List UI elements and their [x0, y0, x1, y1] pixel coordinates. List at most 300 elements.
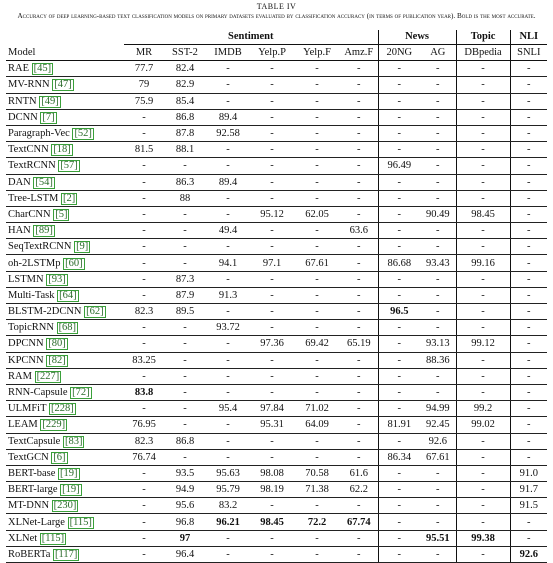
- table-row: [6, 514, 547, 530]
- value-cell: 98.45: [456, 206, 510, 222]
- value-cell: 99.16: [456, 255, 510, 271]
- value-cell: -: [294, 93, 340, 109]
- value-cell: -: [250, 174, 294, 190]
- table-row: [6, 93, 547, 109]
- citation-link[interactable]: [18]: [53, 144, 71, 156]
- table-row: [6, 336, 547, 352]
- model-cell: [6, 498, 124, 514]
- value-cell: -: [510, 449, 547, 465]
- citation-link[interactable]: [57]: [60, 160, 78, 172]
- table-row: [6, 190, 547, 206]
- value-cell: -: [206, 206, 250, 222]
- value-cell: 94.99: [420, 401, 456, 417]
- value-cell: -: [420, 498, 456, 514]
- value-cell: -: [456, 433, 510, 449]
- value-cell: -: [250, 530, 294, 546]
- value-cell: -: [294, 304, 340, 320]
- value-cell: 70.58: [294, 465, 340, 481]
- value-cell: 81.5: [124, 142, 164, 158]
- model-cell: [6, 368, 124, 384]
- value-cell: 98.19: [250, 482, 294, 498]
- paper-page: [0, 2, 553, 560]
- table-body: [6, 61, 547, 563]
- value-cell: 62.05: [294, 206, 340, 222]
- value-cell: -: [420, 304, 456, 320]
- value-cell: -: [340, 271, 378, 287]
- value-cell: 63.6: [340, 223, 378, 239]
- value-cell: -: [340, 174, 378, 190]
- table-row: [6, 304, 547, 320]
- value-cell: -: [510, 287, 547, 303]
- value-cell: -: [456, 384, 510, 400]
- model-name: BERT-base: [8, 467, 56, 479]
- value-cell: -: [250, 223, 294, 239]
- citation-link[interactable]: [117]: [55, 548, 78, 560]
- value-cell: 76.95: [124, 417, 164, 433]
- citation-link[interactable]: [47]: [54, 79, 72, 91]
- value-cell: -: [378, 93, 420, 109]
- value-cell: -: [340, 417, 378, 433]
- value-cell: 86.34: [378, 449, 420, 465]
- value-cell: -: [294, 223, 340, 239]
- value-cell: -: [456, 77, 510, 93]
- value-cell: 98.45: [250, 514, 294, 530]
- value-cell: 95.6: [164, 498, 206, 514]
- value-cell: -: [510, 417, 547, 433]
- value-cell: 94.9: [164, 482, 206, 498]
- value-cell: 91.0: [510, 465, 547, 481]
- value-cell: 83.2: [206, 498, 250, 514]
- model-cell: [6, 61, 124, 77]
- value-cell: 83.8: [124, 384, 164, 400]
- value-cell: -: [456, 190, 510, 206]
- group-header-sentiment: Sentiment: [124, 30, 378, 45]
- value-cell: -: [510, 514, 547, 530]
- value-cell: -: [340, 352, 378, 368]
- value-cell: -: [206, 336, 250, 352]
- value-cell: -: [420, 546, 456, 562]
- citation-link[interactable]: [49]: [41, 95, 59, 107]
- value-cell: 88.1: [164, 142, 206, 158]
- column-header-ag: AG: [420, 45, 456, 61]
- citation-link[interactable]: [93]: [48, 273, 66, 285]
- model-cell: [6, 433, 124, 449]
- citation-link[interactable]: [5]: [55, 208, 68, 220]
- value-cell: -: [340, 142, 378, 158]
- value-cell: -: [250, 287, 294, 303]
- table-row: [6, 158, 547, 174]
- value-cell: -: [294, 158, 340, 174]
- value-cell: 96.4: [164, 546, 206, 562]
- citation-link[interactable]: [45]: [33, 63, 52, 75]
- value-cell: 65.19: [340, 336, 378, 352]
- citation-link[interactable]: [80]: [48, 338, 66, 350]
- value-cell: 86.8: [164, 109, 206, 125]
- value-cell: -: [124, 482, 164, 498]
- value-cell: -: [340, 498, 378, 514]
- value-cell: -: [420, 465, 456, 481]
- value-cell: -: [250, 190, 294, 206]
- value-cell: -: [250, 142, 294, 158]
- model-name: RNN-Capsule: [8, 387, 68, 399]
- value-cell: -: [378, 546, 420, 562]
- table-row: [6, 142, 547, 158]
- value-cell: -: [456, 174, 510, 190]
- value-cell: 95.63: [206, 465, 250, 481]
- citation-link[interactable]: [115]: [41, 532, 65, 544]
- value-cell: -: [378, 287, 420, 303]
- citation-link[interactable]: [64]: [59, 289, 77, 301]
- citation-link[interactable]: [60]: [65, 257, 83, 269]
- value-cell: 91.5: [510, 498, 547, 514]
- value-cell: -: [420, 320, 456, 336]
- model-name: XLNet: [8, 532, 38, 544]
- value-cell: 93.72: [206, 320, 250, 336]
- value-cell: -: [456, 239, 510, 255]
- citation-link[interactable]: [229]: [42, 419, 66, 431]
- value-cell: 93.43: [420, 255, 456, 271]
- model-name: TextGCN: [8, 451, 49, 463]
- table-row: [6, 174, 547, 190]
- model-name: BERT-large: [8, 484, 58, 496]
- model-name: SeqTextRCNN: [8, 241, 72, 253]
- value-cell: -: [124, 174, 164, 190]
- citation-link[interactable]: [9]: [76, 241, 89, 253]
- model-name: TextCapsule: [8, 435, 61, 447]
- table-row: [6, 109, 547, 125]
- value-cell: -: [250, 239, 294, 255]
- citation-link[interactable]: [7]: [42, 111, 55, 123]
- value-cell: -: [340, 109, 378, 125]
- value-cell: -: [164, 417, 206, 433]
- citation-link[interactable]: [72]: [72, 387, 90, 399]
- value-cell: -: [250, 498, 294, 514]
- value-cell: -: [456, 271, 510, 287]
- citation-link[interactable]: [68]: [58, 322, 77, 334]
- citation-link[interactable]: [19]: [60, 467, 78, 479]
- model-cell: [6, 239, 124, 255]
- value-cell: -: [124, 465, 164, 481]
- value-cell: -: [378, 271, 420, 287]
- citation-link[interactable]: [62]: [86, 306, 104, 318]
- value-cell: -: [124, 514, 164, 530]
- model-name: oh-2LSTMp: [8, 257, 61, 269]
- value-cell: 94.1: [206, 255, 250, 271]
- value-cell: 95.51: [420, 530, 456, 546]
- value-cell: -: [378, 514, 420, 530]
- table-row: [6, 125, 547, 141]
- value-cell: -: [510, 125, 547, 141]
- model-cell: [6, 109, 124, 125]
- group-header-news: News: [378, 30, 456, 45]
- value-cell: -: [340, 158, 378, 174]
- value-cell: -: [420, 142, 456, 158]
- value-cell: 96.49: [378, 158, 420, 174]
- table-row: [6, 271, 547, 287]
- value-cell: -: [456, 320, 510, 336]
- value-cell: 82.4: [164, 61, 206, 77]
- value-cell: -: [420, 287, 456, 303]
- value-cell: 69.42: [294, 336, 340, 352]
- value-cell: -: [340, 93, 378, 109]
- value-cell: 92.58: [206, 125, 250, 141]
- table-caption: Accuracy of deep learning-based text classification models on primary datasets evaluated by classification accuracy (in terms of publication year). Bold is the most accurate.: [17, 12, 536, 20]
- value-cell: -: [124, 125, 164, 141]
- value-cell: 99.38: [456, 530, 510, 546]
- value-cell: -: [294, 174, 340, 190]
- value-cell: -: [340, 320, 378, 336]
- value-cell: -: [510, 530, 547, 546]
- value-cell: -: [294, 384, 340, 400]
- value-cell: 49.4: [206, 223, 250, 239]
- table-row: [6, 223, 547, 239]
- value-cell: -: [340, 239, 378, 255]
- value-cell: -: [420, 77, 456, 93]
- value-cell: -: [164, 368, 206, 384]
- citation-link[interactable]: [6]: [53, 451, 66, 463]
- value-cell: -: [206, 239, 250, 255]
- value-cell: 98.08: [250, 465, 294, 481]
- value-cell: 61.6: [340, 465, 378, 481]
- value-cell: -: [378, 190, 420, 206]
- value-cell: -: [124, 320, 164, 336]
- value-cell: -: [294, 449, 340, 465]
- citation-link[interactable]: [228]: [50, 403, 74, 415]
- model-name: Multi-Task: [8, 289, 55, 301]
- value-cell: -: [294, 190, 340, 206]
- table-row: [6, 465, 547, 481]
- value-cell: -: [294, 109, 340, 125]
- value-cell: -: [378, 465, 420, 481]
- value-cell: -: [420, 271, 456, 287]
- value-cell: -: [510, 255, 547, 271]
- value-cell: -: [378, 77, 420, 93]
- citation-link[interactable]: [52]: [74, 128, 92, 140]
- value-cell: -: [420, 109, 456, 125]
- value-cell: -: [456, 287, 510, 303]
- value-cell: -: [164, 158, 206, 174]
- value-cell: -: [378, 125, 420, 141]
- value-cell: -: [510, 109, 547, 125]
- value-cell: 72.2: [294, 514, 340, 530]
- column-header-dbpedia: DBpedia: [456, 45, 510, 61]
- value-cell: -: [164, 239, 206, 255]
- model-name: TextRCNN: [8, 160, 56, 172]
- value-cell: -: [378, 352, 420, 368]
- value-cell: -: [378, 530, 420, 546]
- value-cell: -: [206, 61, 250, 77]
- value-cell: 96.21: [206, 514, 250, 530]
- value-cell: 82.9: [164, 77, 206, 93]
- value-cell: -: [294, 352, 340, 368]
- value-cell: -: [340, 530, 378, 546]
- citation-link[interactable]: [2]: [63, 192, 76, 204]
- table-row: [6, 239, 547, 255]
- model-name: Paragraph-Vec: [8, 128, 70, 140]
- value-cell: 89.4: [206, 174, 250, 190]
- value-cell: -: [250, 352, 294, 368]
- value-cell: -: [510, 206, 547, 222]
- value-cell: -: [294, 530, 340, 546]
- value-cell: -: [510, 320, 547, 336]
- model-name: Tree-LSTM: [8, 192, 59, 204]
- value-cell: 86.68: [378, 255, 420, 271]
- model-cell: [6, 93, 124, 109]
- value-cell: -: [124, 239, 164, 255]
- value-cell: 95.79: [206, 482, 250, 498]
- value-cell: -: [124, 336, 164, 352]
- value-cell: -: [420, 61, 456, 77]
- value-cell: 89.4: [206, 109, 250, 125]
- value-cell: -: [420, 158, 456, 174]
- value-cell: -: [124, 206, 164, 222]
- value-cell: 93.13: [420, 336, 456, 352]
- value-cell: -: [294, 142, 340, 158]
- value-cell: -: [294, 433, 340, 449]
- column-header-amz-f: Amz.F: [340, 45, 378, 61]
- value-cell: -: [124, 368, 164, 384]
- value-cell: -: [340, 125, 378, 141]
- value-cell: -: [378, 223, 420, 239]
- value-cell: 88: [164, 190, 206, 206]
- value-cell: 85.4: [164, 93, 206, 109]
- value-cell: -: [206, 158, 250, 174]
- table-row: [6, 320, 547, 336]
- citation-link[interactable]: [19]: [62, 484, 80, 496]
- value-cell: -: [420, 125, 456, 141]
- value-cell: -: [206, 417, 250, 433]
- value-cell: -: [294, 125, 340, 141]
- value-cell: -: [124, 271, 164, 287]
- value-cell: -: [510, 142, 547, 158]
- value-cell: -: [250, 271, 294, 287]
- model-column-header: Model: [6, 45, 124, 61]
- value-cell: 92.6: [510, 546, 547, 562]
- value-cell: -: [378, 498, 420, 514]
- value-cell: -: [206, 449, 250, 465]
- value-cell: -: [164, 384, 206, 400]
- model-name: RAE: [8, 63, 29, 75]
- table-row: [6, 433, 547, 449]
- value-cell: -: [420, 223, 456, 239]
- value-cell: -: [378, 482, 420, 498]
- model-name: XLNet-Large: [8, 516, 65, 528]
- model-cell: [6, 482, 124, 498]
- column-header-sst-2: SST-2: [164, 45, 206, 61]
- value-cell: -: [340, 61, 378, 77]
- value-cell: 92.6: [420, 433, 456, 449]
- citation-link[interactable]: [115]: [69, 516, 92, 528]
- value-cell: -: [420, 482, 456, 498]
- value-cell: 92.45: [420, 417, 456, 433]
- citation-link[interactable]: [89]: [35, 225, 53, 237]
- value-cell: -: [378, 142, 420, 158]
- model-cell: [6, 352, 124, 368]
- table-row: [6, 417, 547, 433]
- value-cell: 76.74: [124, 449, 164, 465]
- value-cell: -: [456, 158, 510, 174]
- model-cell: [6, 304, 124, 320]
- value-cell: -: [250, 125, 294, 141]
- value-cell: -: [340, 368, 378, 384]
- model-name: BLSTM-2DCNN: [8, 306, 82, 318]
- model-name: CharCNN: [8, 208, 51, 220]
- value-cell: -: [378, 336, 420, 352]
- value-cell: -: [420, 239, 456, 255]
- citation-link[interactable]: [230]: [53, 500, 77, 512]
- value-cell: -: [340, 190, 378, 206]
- value-cell: 99.02: [456, 417, 510, 433]
- value-cell: -: [378, 174, 420, 190]
- model-cell: [6, 401, 124, 417]
- value-cell: 88.36: [420, 352, 456, 368]
- value-cell: -: [164, 352, 206, 368]
- value-cell: -: [510, 174, 547, 190]
- value-cell: -: [510, 93, 547, 109]
- column-header-mr: MR: [124, 45, 164, 61]
- citation-link[interactable]: [227]: [36, 370, 60, 382]
- value-cell: 95.4: [206, 401, 250, 417]
- value-cell: -: [164, 223, 206, 239]
- citation-link[interactable]: [83]: [64, 435, 83, 447]
- citation-link[interactable]: [82]: [48, 354, 66, 366]
- value-cell: -: [294, 77, 340, 93]
- value-cell: -: [510, 158, 547, 174]
- value-cell: -: [164, 255, 206, 271]
- value-cell: -: [456, 449, 510, 465]
- value-cell: 90.49: [420, 206, 456, 222]
- citation-link[interactable]: [54]: [35, 176, 53, 188]
- value-cell: -: [420, 368, 456, 384]
- value-cell: -: [124, 401, 164, 417]
- value-cell: -: [510, 336, 547, 352]
- model-cell: [6, 287, 124, 303]
- value-cell: -: [420, 93, 456, 109]
- table-row: [6, 255, 547, 271]
- model-cell: [6, 174, 124, 190]
- value-cell: -: [124, 498, 164, 514]
- value-cell: -: [340, 449, 378, 465]
- value-cell: -: [340, 255, 378, 271]
- model-name: MT-DNN: [8, 500, 50, 512]
- value-cell: -: [378, 206, 420, 222]
- value-cell: -: [250, 109, 294, 125]
- results-table: [6, 30, 547, 563]
- value-cell: -: [340, 287, 378, 303]
- value-cell: -: [378, 320, 420, 336]
- model-name: DCNN: [8, 111, 38, 123]
- value-cell: -: [456, 368, 510, 384]
- value-cell: -: [510, 61, 547, 77]
- value-cell: -: [456, 304, 510, 320]
- value-cell: -: [124, 158, 164, 174]
- model-cell: [6, 336, 124, 352]
- value-cell: -: [510, 223, 547, 239]
- column-header-20ng: 20NG: [378, 45, 420, 61]
- group-header-topic: Topic: [456, 30, 510, 45]
- value-cell: -: [124, 190, 164, 206]
- value-cell: 93.5: [164, 465, 206, 481]
- value-cell: -: [456, 498, 510, 514]
- value-cell: 82.3: [124, 433, 164, 449]
- value-cell: -: [378, 61, 420, 77]
- value-cell: -: [124, 223, 164, 239]
- value-cell: -: [456, 61, 510, 77]
- value-cell: -: [378, 109, 420, 125]
- value-cell: -: [420, 384, 456, 400]
- model-cell: [6, 190, 124, 206]
- value-cell: -: [206, 368, 250, 384]
